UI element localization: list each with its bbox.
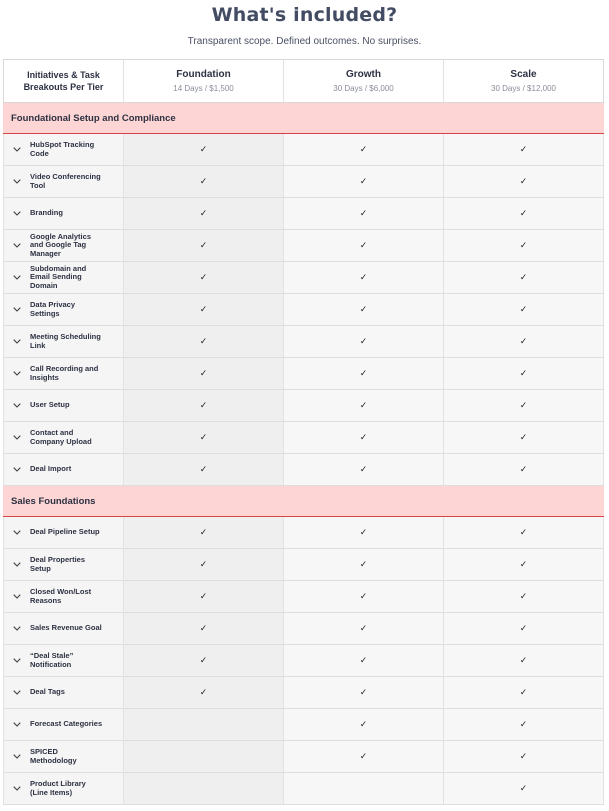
check-icon: ✓ — [519, 432, 528, 442]
row-label-line: Deal Pipeline Setup — [30, 527, 100, 537]
row-label-cell[interactable] — [3, 358, 123, 389]
row-label-line: Deal Properties — [30, 555, 86, 564]
tier-cell-foundation — [123, 709, 283, 740]
table-row[interactable] — [3, 709, 604, 741]
tier-cell-scale — [443, 134, 604, 165]
row-label-cell[interactable] — [3, 549, 123, 580]
check-icon: ✓ — [519, 464, 528, 474]
check-icon: ✓ — [359, 400, 368, 410]
tier-meta: 30 Days / $6,000 — [333, 84, 394, 93]
check-icon: ✓ — [519, 400, 528, 410]
check-icon: ✓ — [359, 208, 368, 218]
row-label-line: Sales Revenue Goal — [30, 623, 102, 633]
check-icon: ✓ — [199, 176, 208, 186]
table-header-row — [3, 59, 604, 103]
chevron-down-icon[interactable] — [4, 147, 30, 152]
tier-cell-foundation — [123, 773, 283, 804]
tier-cell-foundation — [123, 517, 283, 548]
tier-cell-growth — [283, 709, 443, 740]
row-label-cell[interactable] — [3, 709, 123, 740]
row-label-line: (Line Items) — [30, 787, 73, 797]
row-label-line: Data Privacy — [30, 300, 76, 309]
tier-cell-scale — [443, 198, 604, 229]
row-label — [30, 141, 98, 158]
chevron-down-icon[interactable] — [4, 594, 30, 599]
row-label-line: Product Library — [30, 779, 86, 788]
row-label-line: Contact and — [30, 428, 74, 437]
tier-cell-foundation — [123, 677, 283, 708]
row-label-line: Forecast Categories — [30, 719, 103, 729]
table-row[interactable] — [3, 517, 604, 549]
tier-cell-growth — [283, 390, 443, 421]
row-label — [30, 173, 105, 190]
row-label-cell[interactable] — [3, 613, 123, 644]
section-header: Foundational Setup and Compliance — [3, 103, 604, 134]
row-label-line: Code — [30, 148, 49, 158]
check-icon: ✓ — [519, 240, 528, 250]
tier-cell-growth — [283, 230, 443, 261]
tier-cell-scale — [443, 326, 604, 357]
check-icon: ✓ — [359, 368, 368, 378]
row-label — [30, 624, 106, 633]
tier-cell-scale — [443, 454, 604, 485]
tier-name: Foundation — [176, 69, 231, 80]
table-row[interactable] — [3, 677, 604, 709]
check-icon: ✓ — [359, 432, 368, 442]
tier-meta: 30 Days / $12,000 — [491, 84, 556, 93]
check-icon: ✓ — [359, 144, 368, 154]
tier-cell-growth — [283, 613, 443, 644]
tier-cell-growth — [283, 549, 443, 580]
check-icon: ✓ — [359, 623, 368, 633]
label-header-line: Initiatives & Task — [27, 70, 100, 80]
check-icon: ✓ — [199, 687, 208, 697]
check-icon: ✓ — [359, 719, 368, 729]
tier-cell-growth — [283, 134, 443, 165]
check-icon: ✓ — [199, 464, 208, 474]
table-row[interactable] — [3, 422, 604, 454]
table-row[interactable] — [3, 230, 604, 262]
check-icon: ✓ — [199, 623, 208, 633]
tier-cell-foundation — [123, 230, 283, 261]
row-label-cell[interactable] — [3, 581, 123, 612]
check-icon: ✓ — [519, 623, 528, 633]
row-label-line: User Setup — [30, 400, 70, 410]
row-label — [30, 528, 104, 537]
row-label-cell[interactable] — [3, 645, 123, 676]
chevron-down-icon[interactable] — [4, 690, 30, 695]
row-label-cell[interactable] — [3, 517, 123, 548]
table-row[interactable] — [3, 741, 604, 773]
check-icon: ✓ — [519, 304, 528, 314]
check-icon: ✓ — [359, 272, 368, 282]
check-icon: ✓ — [199, 591, 208, 601]
table-row[interactable] — [3, 262, 604, 294]
tier-meta: 14 Days / $1,500 — [173, 84, 234, 93]
tier-cell-scale — [443, 741, 604, 772]
tier-cell-scale — [443, 549, 604, 580]
row-label — [30, 365, 102, 382]
tier-cell-foundation — [123, 549, 283, 580]
row-label-line: Company Upload — [30, 436, 92, 446]
row-label-line: Setup — [30, 563, 51, 573]
row-label-cell[interactable] — [3, 422, 123, 453]
chevron-down-icon[interactable] — [4, 530, 30, 535]
label-column-header — [3, 60, 123, 102]
tier-cell-foundation — [123, 326, 283, 357]
row-label-line: Manager — [30, 248, 61, 258]
chevron-down-icon[interactable] — [4, 211, 30, 216]
row-label-cell[interactable] — [3, 741, 123, 772]
tier-cell-scale — [443, 677, 604, 708]
tier-cell-scale — [443, 613, 604, 644]
row-label-line: Tool — [30, 180, 46, 190]
chevron-down-icon[interactable] — [4, 243, 30, 248]
row-label-cell[interactable] — [3, 677, 123, 708]
row-label-line: and Google Tag — [30, 240, 87, 250]
row-label-line: Deal Tags — [30, 687, 65, 697]
chevron-down-icon[interactable] — [4, 307, 30, 312]
check-icon: ✓ — [199, 655, 208, 665]
tier-cell-foundation — [123, 390, 283, 421]
tier-cell-foundation — [123, 262, 283, 293]
row-label-line: HubSpot Tracking — [30, 140, 95, 149]
row-label-line: Meeting Scheduling — [30, 332, 101, 341]
tier-cell-scale — [443, 773, 604, 804]
label-header-line: Breakouts Per Tier — [23, 82, 104, 92]
check-icon: ✓ — [519, 208, 528, 218]
tier-cell-foundation — [123, 741, 283, 772]
check-icon: ✓ — [519, 272, 528, 282]
chevron-down-icon[interactable] — [4, 722, 30, 727]
chevron-down-icon[interactable] — [4, 371, 30, 376]
tier-cell-growth — [283, 741, 443, 772]
check-icon: ✓ — [359, 176, 368, 186]
tier-cell-scale — [443, 294, 604, 325]
row-label-line: Insights — [30, 372, 59, 382]
check-icon: ✓ — [359, 336, 368, 346]
row-label — [30, 333, 105, 350]
check-icon: ✓ — [519, 527, 528, 537]
chevron-down-icon[interactable] — [4, 467, 30, 472]
row-label-cell[interactable] — [3, 454, 123, 485]
row-label-cell[interactable] — [3, 262, 123, 293]
row-label-cell[interactable] — [3, 230, 123, 261]
row-label — [30, 748, 81, 765]
tier-cell-scale — [443, 358, 604, 389]
table-row[interactable] — [3, 390, 604, 422]
tier-cell-foundation — [123, 294, 283, 325]
check-icon: ✓ — [519, 751, 528, 761]
chevron-down-icon[interactable] — [4, 339, 30, 344]
tier-cell-foundation — [123, 613, 283, 644]
tier-cell-scale — [443, 645, 604, 676]
section-header: Sales Foundations — [3, 486, 604, 517]
table-row[interactable] — [3, 613, 604, 645]
table-row[interactable] — [3, 454, 604, 486]
tier-cell-foundation — [123, 581, 283, 612]
table-row[interactable] — [3, 773, 604, 805]
check-icon: ✓ — [359, 527, 368, 537]
tier-cell-foundation — [123, 422, 283, 453]
row-label-cell[interactable] — [3, 326, 123, 357]
check-icon: ✓ — [199, 208, 208, 218]
row-label-line: Google Analytics — [30, 231, 91, 241]
tier-cell-growth — [283, 645, 443, 676]
check-icon: ✓ — [359, 304, 368, 314]
tier-name: Scale — [510, 69, 537, 80]
tier-cell-foundation — [123, 358, 283, 389]
check-icon: ✓ — [359, 655, 368, 665]
check-icon: ✓ — [199, 432, 208, 442]
tier-header-foundation — [123, 60, 283, 102]
check-icon: ✓ — [359, 240, 368, 250]
tier-cell-foundation — [123, 134, 283, 165]
table-row[interactable] — [3, 134, 604, 166]
row-label-cell[interactable] — [3, 166, 123, 197]
check-icon: ✓ — [199, 336, 208, 346]
table-row[interactable] — [3, 294, 604, 326]
tier-cell-scale — [443, 517, 604, 548]
comparison-table — [3, 59, 604, 805]
tier-cell-foundation — [123, 454, 283, 485]
tier-cell-foundation — [123, 198, 283, 229]
check-icon: ✓ — [519, 655, 528, 665]
chevron-down-icon[interactable] — [4, 626, 30, 631]
check-icon: ✓ — [199, 559, 208, 569]
check-icon: ✓ — [199, 400, 208, 410]
check-icon: ✓ — [359, 464, 368, 474]
tier-cell-scale — [443, 709, 604, 740]
row-label — [30, 556, 89, 573]
check-icon: ✓ — [199, 144, 208, 154]
tier-cell-scale — [443, 262, 604, 293]
check-icon: ✓ — [519, 559, 528, 569]
tier-cell-growth — [283, 581, 443, 612]
row-label-line: Deal Import — [30, 464, 72, 474]
row-label-line: Link — [30, 340, 46, 350]
table-row[interactable] — [3, 645, 604, 677]
tier-cell-scale — [443, 390, 604, 421]
row-label-cell[interactable] — [3, 390, 123, 421]
tier-cell-growth — [283, 517, 443, 548]
chevron-down-icon[interactable] — [4, 435, 30, 440]
check-icon: ✓ — [519, 336, 528, 346]
table-body — [3, 103, 604, 805]
check-icon: ✓ — [519, 687, 528, 697]
tier-cell-foundation — [123, 166, 283, 197]
row-label — [30, 688, 69, 697]
row-label — [30, 465, 75, 474]
tier-cell-growth — [283, 358, 443, 389]
table-row[interactable] — [3, 326, 604, 358]
row-label-line: Settings — [30, 308, 60, 318]
check-icon: ✓ — [359, 559, 368, 569]
tier-cell-scale — [443, 166, 604, 197]
tier-header-growth — [283, 60, 443, 102]
row-label — [30, 401, 74, 410]
tier-cell-growth — [283, 454, 443, 485]
chevron-down-icon[interactable] — [4, 275, 30, 280]
chevron-down-icon[interactable] — [4, 754, 30, 759]
row-label-line: Methodology — [30, 755, 77, 765]
row-label-line: Video Conferencing — [30, 172, 101, 181]
table-row[interactable] — [3, 166, 604, 198]
chevron-down-icon[interactable] — [4, 179, 30, 184]
row-label — [30, 588, 95, 605]
table-row[interactable] — [3, 198, 604, 230]
tier-cell-growth — [283, 422, 443, 453]
check-icon: ✓ — [519, 144, 528, 154]
table-row[interactable] — [3, 549, 604, 581]
check-icon: ✓ — [519, 719, 528, 729]
tier-cell-growth — [283, 262, 443, 293]
row-label — [30, 209, 67, 218]
row-label-cell[interactable] — [3, 294, 123, 325]
chevron-down-icon[interactable] — [4, 403, 30, 408]
page-subtitle: Transparent scope. Defined outcomes. No surprises. — [187, 36, 422, 47]
row-label-cell[interactable] — [3, 134, 123, 165]
row-label — [30, 233, 95, 259]
check-icon: ✓ — [519, 591, 528, 601]
row-label-line: Closed Won/Lost — [30, 587, 92, 596]
check-icon: ✓ — [359, 751, 368, 761]
chevron-down-icon[interactable] — [4, 658, 30, 663]
chevron-down-icon[interactable] — [4, 786, 30, 791]
tier-cell-foundation — [123, 645, 283, 676]
row-label-cell[interactable] — [3, 773, 123, 804]
check-icon: ✓ — [519, 783, 528, 793]
row-label — [30, 652, 77, 669]
check-icon: ✓ — [359, 687, 368, 697]
tier-cell-growth — [283, 326, 443, 357]
check-icon: ✓ — [359, 591, 368, 601]
table-row[interactable] — [3, 581, 604, 613]
row-label-line: Email Sending — [30, 272, 82, 282]
tier-cell-scale — [443, 230, 604, 261]
row-label-line: Notification — [30, 659, 72, 669]
check-icon: ✓ — [519, 368, 528, 378]
tier-cell-growth — [283, 773, 443, 804]
page-title: What's included? — [211, 4, 398, 26]
row-label — [30, 429, 96, 446]
tier-cell-growth — [283, 677, 443, 708]
tier-header-scale — [443, 60, 604, 102]
check-icon: ✓ — [199, 304, 208, 314]
row-label-line: “Deal Stale” — [30, 651, 74, 660]
tier-cell-growth — [283, 166, 443, 197]
tier-cell-scale — [443, 422, 604, 453]
chevron-down-icon[interactable] — [4, 562, 30, 567]
check-icon: ✓ — [199, 240, 208, 250]
tier-cell-growth — [283, 198, 443, 229]
tier-cell-growth — [283, 294, 443, 325]
table-row[interactable] — [3, 358, 604, 390]
tier-name: Growth — [346, 69, 381, 80]
check-icon: ✓ — [199, 272, 208, 282]
row-label — [30, 301, 79, 318]
check-icon: ✓ — [199, 368, 208, 378]
check-icon: ✓ — [519, 176, 528, 186]
row-label — [30, 265, 90, 291]
row-label-line: Reasons — [30, 595, 62, 605]
row-label-line: Subdomain and — [30, 263, 87, 273]
row-label — [30, 720, 106, 729]
row-label-cell[interactable] — [3, 198, 123, 229]
tier-cell-scale — [443, 581, 604, 612]
row-label — [30, 780, 90, 797]
row-label-line: Call Recording and — [30, 364, 99, 373]
row-label-line: Domain — [30, 280, 58, 290]
row-label-line: SPICED — [30, 747, 58, 756]
check-icon: ✓ — [199, 527, 208, 537]
row-label-line: Branding — [30, 208, 63, 218]
